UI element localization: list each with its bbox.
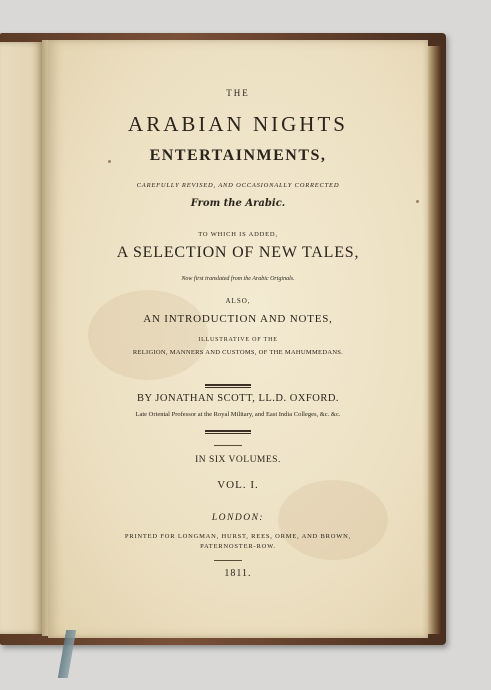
now-first-line: Now first translated from the Arabic Originals.	[181, 276, 295, 282]
revised-line: CAREFULLY REVISED, AND OCCASIONALLY CORRECTED	[136, 182, 340, 189]
volume-number: VOL. I.	[217, 479, 259, 491]
printer-line-1: PRINTED FOR LONGMAN, HURST, REES, ORME, AND BROWN,	[124, 533, 352, 540]
ornamental-rule	[205, 384, 251, 388]
author-title-line: Late Oriental Professor at the Royal Military, and East India Colleges, &c. &c.	[135, 411, 341, 418]
author-line: BY JONATHAN SCOTT, LL.D. OXFORD.	[136, 393, 340, 404]
ornamental-rule	[205, 430, 251, 434]
introduction-line: AN INTRODUCTION AND NOTES,	[143, 313, 333, 325]
selection-line: A SELECTION OF NEW TALES,	[116, 244, 360, 261]
thin-rule	[214, 560, 242, 561]
printer-block	[48, 532, 428, 552]
to-which-line: TO WHICH IS ADDED,	[198, 231, 278, 238]
title-the: THE	[226, 88, 250, 98]
volumes-line: IN SIX VOLUMES.	[195, 455, 281, 465]
left-page-edge	[0, 42, 44, 634]
place-line: LONDON:	[211, 513, 265, 523]
printer-line-2: PATERNOSTER-ROW.	[200, 543, 276, 550]
religion-line: RELIGION, MANNERS AND CUSTOMS, OF THE MAHUMMEDANS.	[132, 349, 344, 356]
from-arabic-line: From the Arabic.	[190, 198, 286, 209]
illustrative-line: ILLUSTRATIVE OF THE	[198, 337, 278, 343]
also-line: ALSO,	[225, 297, 251, 305]
year-line: 1811.	[224, 568, 252, 579]
subtitle: ENTERTAINMENTS,	[149, 147, 327, 164]
main-title: ARABIAN NIGHTS	[128, 112, 348, 136]
page-fore-edge	[428, 46, 442, 634]
thin-rule	[214, 445, 242, 446]
